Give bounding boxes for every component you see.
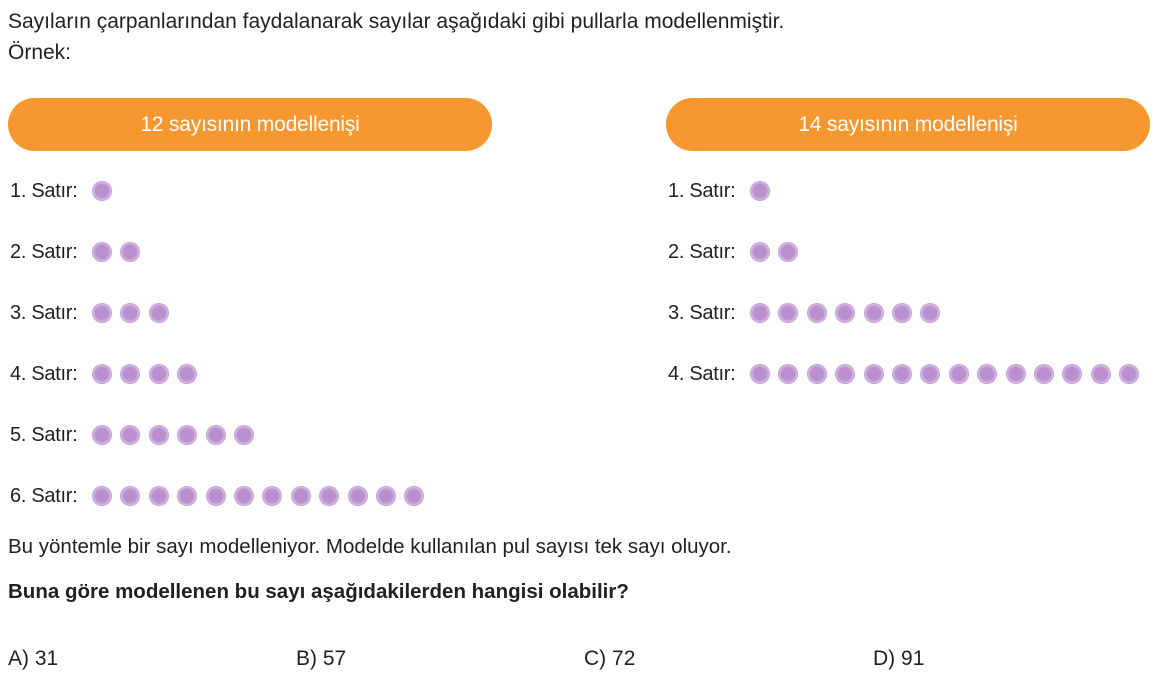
row-label: 4. Satır: — [10, 362, 78, 385]
option-value: 57 — [322, 647, 347, 670]
chip-icon — [149, 303, 169, 323]
option-letter: C) — [584, 647, 607, 670]
model-row — [10, 359, 197, 389]
chip-icon — [177, 425, 197, 445]
chip-group — [750, 242, 798, 262]
chip-icon — [177, 486, 197, 506]
chip-group — [92, 425, 254, 445]
chip-group — [92, 486, 424, 506]
option-value: 91 — [901, 647, 925, 670]
chip-icon — [949, 364, 969, 384]
row-label: 6. Satır: — [10, 484, 78, 507]
chip-icon — [892, 303, 912, 323]
option-d[interactable] — [873, 647, 924, 671]
chip-icon — [234, 425, 254, 445]
chip-icon — [234, 486, 254, 506]
chip-icon — [149, 364, 169, 384]
chip-icon — [778, 242, 798, 262]
option-value: 72 — [612, 647, 636, 670]
chip-icon — [149, 425, 169, 445]
chip-icon — [92, 364, 112, 384]
chip-group — [750, 303, 940, 323]
chip-icon — [92, 486, 112, 506]
option-b[interactable] — [296, 647, 346, 671]
chip-icon — [807, 364, 827, 384]
row-label: 3. Satır: — [10, 301, 78, 324]
chip-icon — [920, 303, 940, 323]
chip-icon — [750, 364, 770, 384]
option-letter: A) — [8, 647, 29, 670]
chip-icon — [892, 364, 912, 384]
chip-icon — [291, 486, 311, 506]
chip-icon — [177, 364, 197, 384]
chip-icon — [807, 303, 827, 323]
model-row — [10, 237, 140, 267]
chip-icon — [348, 486, 368, 506]
model-row — [668, 176, 770, 206]
chip-icon — [1091, 364, 1111, 384]
chip-icon — [92, 425, 112, 445]
chip-icon — [1062, 364, 1082, 384]
chip-icon — [92, 303, 112, 323]
row-label: 5. Satır: — [10, 423, 78, 446]
chip-icon — [206, 486, 226, 506]
chip-icon — [750, 303, 770, 323]
chip-icon — [864, 303, 884, 323]
chip-icon — [864, 364, 884, 384]
question-text: Buna göre modellenen bu sayı aşağıdakilerden hangisi olabilir? — [8, 580, 629, 603]
option-value: 31 — [34, 647, 59, 670]
model-row — [10, 481, 424, 511]
model-row — [668, 298, 940, 328]
model-title-banner: 14 sayısının modellenişi — [666, 98, 1150, 151]
option-a[interactable] — [8, 647, 58, 671]
chip-icon — [149, 486, 169, 506]
row-label: 2. Satır: — [10, 240, 78, 263]
option-c[interactable] — [584, 647, 635, 671]
model-row — [10, 298, 169, 328]
option-letter: D) — [873, 647, 896, 670]
chip-icon — [92, 181, 112, 201]
row-label: 1. Satır: — [668, 179, 736, 202]
chip-group — [92, 181, 112, 201]
chip-icon — [120, 303, 140, 323]
chip-icon — [120, 486, 140, 506]
chip-icon — [920, 364, 940, 384]
chip-icon — [262, 486, 282, 506]
model-row — [10, 176, 112, 206]
row-label: 4. Satır: — [668, 362, 736, 385]
intro-text — [8, 6, 784, 68]
chip-icon — [1006, 364, 1026, 384]
chip-group — [92, 242, 140, 262]
chip-icon — [750, 181, 770, 201]
chip-icon — [1119, 364, 1139, 384]
chip-icon — [977, 364, 997, 384]
row-label: 2. Satır: — [668, 240, 736, 263]
chip-icon — [404, 486, 424, 506]
chip-group — [750, 364, 1139, 384]
intro-line-2: Örnek: — [8, 41, 72, 64]
model-panel-12 — [8, 98, 492, 507]
row-label: 3. Satır: — [668, 301, 736, 324]
intro-line-1: Sayıların çarpanlarından faydalanarak sayılar aşağıdaki gibi pullarla modellenmiştir. — [8, 10, 785, 33]
chip-icon — [319, 486, 339, 506]
chip-group — [92, 364, 197, 384]
chip-icon — [1034, 364, 1054, 384]
statement-text: Bu yöntemle bir sayı modelleniyor. Modelde kullanılan pul sayısı tek sayı oluyor. — [8, 535, 732, 558]
option-letter: B) — [296, 647, 317, 670]
chip-icon — [92, 242, 112, 262]
model-row — [10, 420, 254, 450]
row-label: 1. Satır: — [10, 179, 78, 202]
chip-icon — [778, 303, 798, 323]
chip-icon — [120, 242, 140, 262]
chip-group — [750, 181, 770, 201]
chip-icon — [120, 425, 140, 445]
chip-icon — [835, 364, 855, 384]
model-panel-14 — [666, 98, 1150, 385]
chip-icon — [835, 303, 855, 323]
chip-icon — [750, 242, 770, 262]
model-title-banner: 12 sayısının modellenişi — [8, 98, 492, 151]
model-row — [668, 359, 1139, 389]
chip-icon — [376, 486, 396, 506]
chip-group — [92, 303, 169, 323]
chip-icon — [778, 364, 798, 384]
chip-icon — [206, 425, 226, 445]
model-row — [668, 237, 798, 267]
chip-icon — [120, 364, 140, 384]
